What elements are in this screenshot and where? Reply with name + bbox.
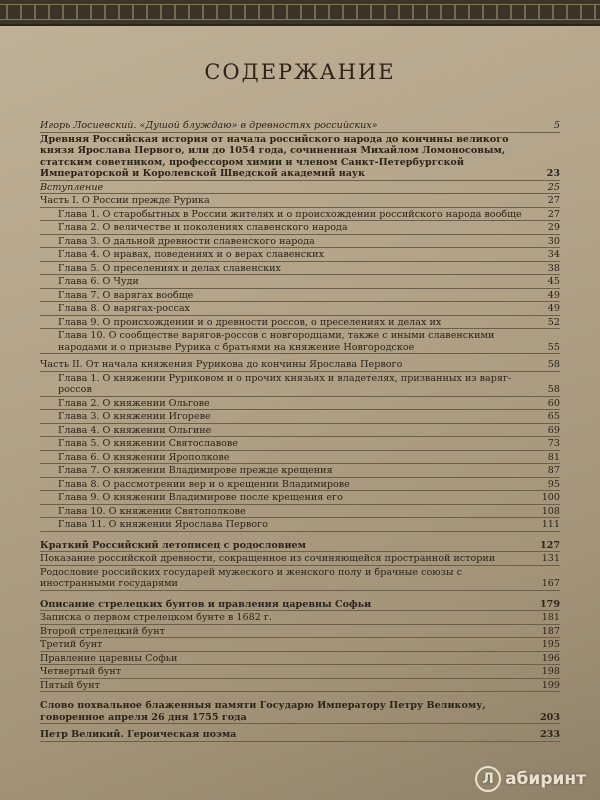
toc-entry: Игорь Лосиевский. «Душой блуждаю» в древностях российских» 5 <box>40 120 560 131</box>
toc-page-number: 34 <box>547 249 560 260</box>
toc-entry: Глава 4. О княжении Ольгине 69 <box>40 425 560 438</box>
toc-entry: Глава 2. О величестве и поколениях славенского народа 29 <box>40 222 560 235</box>
toc-page-number: 87 <box>547 465 560 476</box>
toc-page-number: 49 <box>547 303 560 314</box>
toc-entry: Третий бунт 195 <box>40 639 560 650</box>
toc-entry: Глава 5. О преселениях и делах славенских 38 <box>40 263 560 276</box>
toc-page-number: 49 <box>547 289 560 301</box>
toc-page-number: 111 <box>541 519 560 530</box>
toc-entry: Глава 1. О старобытных в России жителях и о происхождении российского народа вообще 27 <box>40 209 560 222</box>
toc-page-number: 108 <box>541 505 560 517</box>
table-of-contents <box>40 120 560 743</box>
toc-entry: Часть I. О России прежде Рурика 27 <box>40 195 560 206</box>
toc-entry: Глава 7. О варягах вообще 49 <box>40 290 560 303</box>
page-title: СОДЕРЖАНИЕ <box>204 60 396 84</box>
toc-page-number: 73 <box>547 438 560 449</box>
toc-page-number: 29 <box>547 222 560 233</box>
toc-page-number: 187 <box>541 625 560 637</box>
toc-entry: Древняя Российская история от начала российского народа до кончины великого князя Ярослава Первого, или до 1054 года, сочиненная Михайлом Ломоносовым, статским советником, профессором химии и членом Санкт-Петербургской Императорской и Королевской Шведской академий наук 23 <box>40 133 560 179</box>
toc-entry: Вступление 25 <box>40 181 560 193</box>
toc-entry: Глава 7. О княжении Владимирове прежде крещения 87 <box>40 465 560 478</box>
toc-entry: Глава 3. О княжении Игореве 65 <box>40 411 560 424</box>
toc-entry: Записка о первом стрелецком бунте в 1682 г. 181 <box>40 612 560 623</box>
toc-entry: Глава 8. О рассмотрении вер и о крещении Владимирове 95 <box>40 479 560 492</box>
toc-page-number: 27 <box>547 195 560 206</box>
toc-page-number: 199 <box>541 679 560 691</box>
toc-entry: Глава 10. О княжении Святополкове 108 <box>40 506 560 519</box>
toc-page-number: 27 <box>547 208 560 220</box>
toc-entry: Правление царевны Софьи 196 <box>40 652 560 664</box>
toc-page-number: 58 <box>547 384 560 395</box>
toc-page-number: 60 <box>547 397 560 409</box>
toc-page-number: 55 <box>547 341 560 353</box>
watermark-logo <box>475 766 586 792</box>
toc-entry: Глава 9. О княжении Владимирове после крещения его 100 <box>40 492 560 505</box>
toc-page-number: 127 <box>539 539 560 551</box>
toc-entry: Глава 6. О княжении Ярополкове 81 <box>40 452 560 465</box>
toc-page-number: 131 <box>541 553 560 564</box>
toc-entry: Глава 5. О княжении Святославове 73 <box>40 438 560 451</box>
toc-page-number: 100 <box>541 492 560 503</box>
toc-page-number: 58 <box>547 359 560 370</box>
header-ornament-strip <box>0 0 600 26</box>
toc-entry: Глава 8. О варягах-россах 49 <box>40 303 560 316</box>
toc-entry: Глава 6. О Чуди 45 <box>40 276 560 289</box>
toc-page-number: 181 <box>541 612 560 623</box>
toc-page-number: 196 <box>541 652 560 664</box>
toc-entry: Четвертый бунт 198 <box>40 666 560 677</box>
toc-page-number: 65 <box>547 411 560 422</box>
labirint-logo-icon: Л <box>475 766 501 792</box>
toc-page-number: 179 <box>539 598 560 610</box>
toc-entry: Глава 3. О дальной древности славенского народа 30 <box>40 236 560 249</box>
toc-page-number: 195 <box>541 639 560 650</box>
ornament-border <box>0 4 600 20</box>
toc-entry: Краткий Российский летописец с родословием 127 <box>40 539 560 551</box>
logo-text: абиринт <box>505 769 586 789</box>
toc-page-number: 5 <box>553 120 560 131</box>
toc-entry: Глава 10. О сообществе варягов-россов с новгородцами, также с иными славенскими народами и о призыве Рурика с братьями на княжение Новгородское 55 <box>40 330 560 354</box>
toc-entry: Глава 2. О княжении Ольгове 60 <box>40 398 560 411</box>
toc-entry: Часть II. От начала княжения Рурикова до кончины Ярослава Первого 58 <box>40 359 560 370</box>
toc-entry: Глава 1. О княжении Руриковом и о прочих князьях и владетелях, призванных из варяг-россов 58 <box>40 373 560 397</box>
toc-page-number: 233 <box>539 729 560 740</box>
toc-entry: Глава 4. О нравах, поведениях и о верах славенских 34 <box>40 249 560 262</box>
toc-entry: Второй стрелецкий бунт 187 <box>40 625 560 637</box>
toc-entry: Петр Великий. Героическая поэма 233 <box>40 729 560 740</box>
toc-page-number: 203 <box>539 711 560 723</box>
toc-entry: Показание российской древности, сокращенное из сочиняющейся пространной истории 131 <box>40 553 560 564</box>
toc-entry: Описание стрелецких бунтов и правления царевны Софьи 179 <box>40 598 560 610</box>
toc-entry: Слово похвальное блаженныя памяти Государю Императору Петру Великому, говоренное апреля 26 дня 1755 года 203 <box>40 700 560 723</box>
toc-page-number: 167 <box>541 578 560 589</box>
toc-entry: Пятый бунт 199 <box>40 679 560 691</box>
toc-page-number: 30 <box>547 235 560 247</box>
toc-page-number: 23 <box>546 168 560 179</box>
toc-entry: Родословие российских государей мужеского и женского полу и брачные союзы с иностранными государями 167 <box>40 566 560 589</box>
toc-page-number: 69 <box>547 424 560 436</box>
toc-page-number: 45 <box>547 276 560 287</box>
toc-page-number: 38 <box>547 262 560 274</box>
toc-entry: Глава 11. О княжении Ярослава Первого 111 <box>40 519 560 532</box>
toc-page-number: 198 <box>541 666 560 677</box>
toc-page-number: 25 <box>547 181 560 193</box>
toc-page-number: 52 <box>547 316 560 328</box>
toc-page-number: 81 <box>547 451 560 463</box>
toc-page-number: 95 <box>547 478 560 490</box>
toc-entry: Глава 9. О происхождении и о древности россов, о преселениях и делах их 52 <box>40 317 560 330</box>
